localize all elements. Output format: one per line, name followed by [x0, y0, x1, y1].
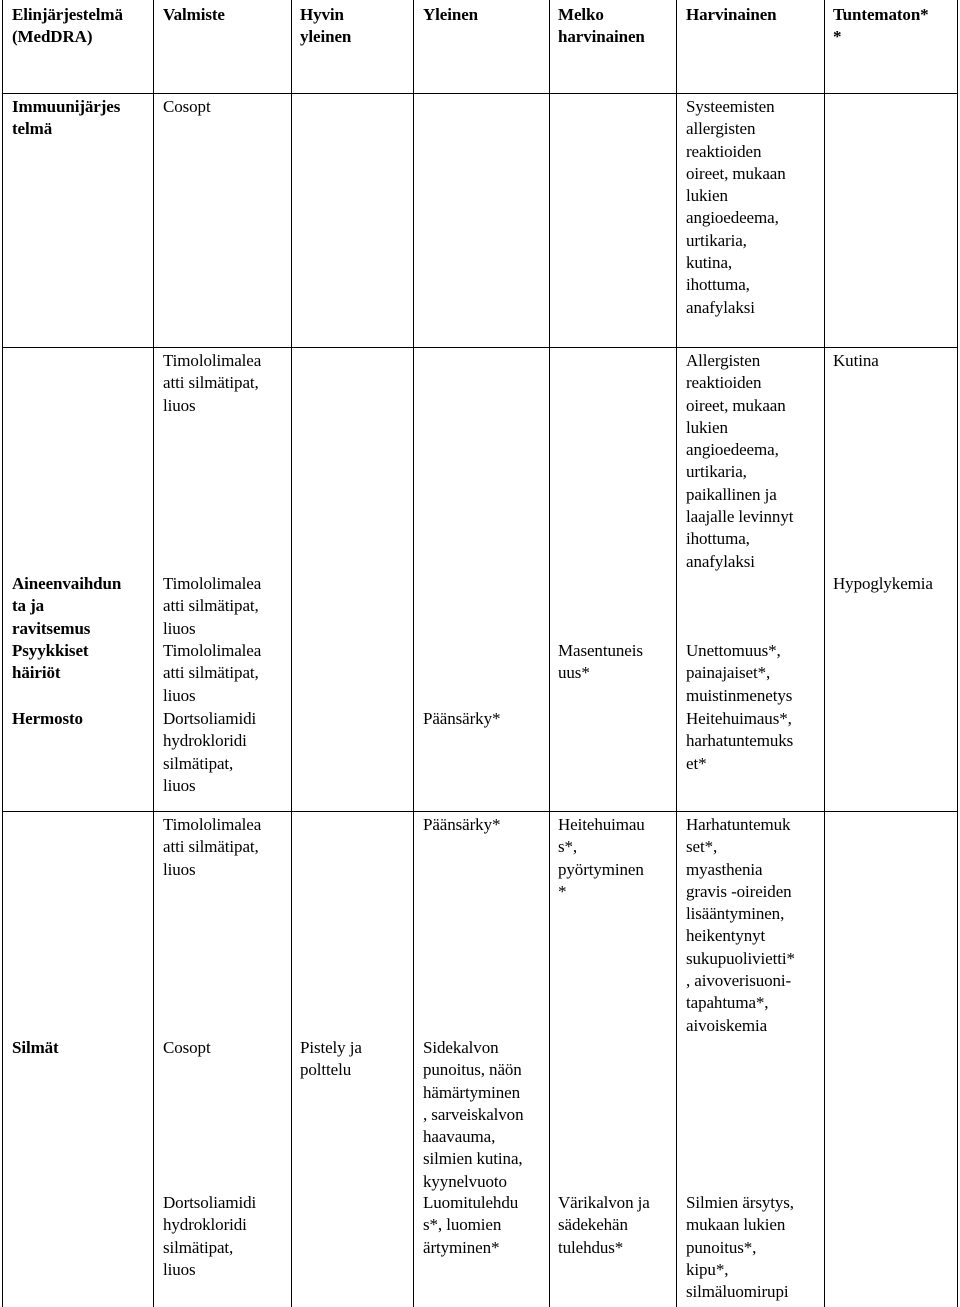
organ-class-metabolism: Aineenvaihdun ta ja ravitsemus: [12, 574, 122, 638]
common-cell: Päänsärky*: [423, 815, 501, 834]
product-cell: Dortsoliamidi hydrokloridi silmätipat, liuos: [163, 1193, 257, 1279]
header-very-common: Hyvin yleinen: [300, 5, 352, 47]
column-divider: [291, 0, 292, 1307]
product-cell: Cosopt: [163, 1038, 211, 1057]
header-unknown: Tuntematon* *: [833, 5, 929, 47]
uncommon-cell: Värikalvon ja sädekehän tulehdus*: [558, 1193, 650, 1257]
organ-class-eye: Silmät: [12, 1038, 59, 1057]
product-cell: Timololimalea atti silmätipat, liuos: [163, 815, 262, 879]
common-cell: Luomitulehdu s*, luomien ärtyminen*: [423, 1193, 519, 1257]
rare-cell: Allergisten reaktioiden oireet, mukaan lukien angioedeema, urtikaria, paikallinen ja laajalle levinnyt ihottuma, anafylaksi: [686, 351, 794, 571]
uncommon-cell: Masentuneis uus*: [558, 641, 643, 683]
product-cell: Timololimalea atti silmätipat, liuos: [163, 351, 262, 415]
header-uncommon: Melko harvinainen: [558, 5, 645, 47]
rare-cell: Silmien ärsytys, mukaan lukien punoitus*, kipu*, silmäluomirupi: [686, 1193, 794, 1302]
row-divider: [2, 93, 958, 94]
unknown-cell: Hypoglykemia: [833, 574, 933, 593]
header-common: Yleinen: [423, 5, 479, 24]
product-cell: Cosopt: [163, 97, 211, 116]
uncommon-cell: Heitehuimau s*, pyörtyminen *: [558, 815, 645, 901]
organ-class-nervous: Hermosto: [12, 709, 83, 728]
product-cell: Dortsoliamidi hydrokloridi silmätipat, liuos: [163, 709, 257, 795]
row-divider: [2, 347, 958, 348]
column-divider: [676, 0, 677, 1307]
rare-cell: Unettomuus*, painajaiset*, muistinmenetys: [686, 641, 793, 705]
table-border: [957, 0, 958, 1307]
column-divider: [824, 0, 825, 1307]
product-cell: Timololimalea atti silmätipat, liuos: [163, 641, 262, 705]
column-divider: [153, 0, 154, 1307]
unknown-cell: Kutina: [833, 351, 879, 370]
header-product: Valmiste: [163, 5, 225, 24]
product-cell: Timololimalea atti silmätipat, liuos: [163, 574, 262, 638]
very-common-cell: Pistely ja polttelu: [300, 1038, 362, 1080]
rare-cell: Heitehuimaus*, harhatuntemuks et*: [686, 709, 794, 773]
common-cell: Päänsärky*: [423, 709, 501, 728]
table-border: [2, 0, 3, 1307]
row-divider: [2, 811, 958, 812]
column-divider: [549, 0, 550, 1307]
organ-class-immune: Immuunijärjes telmä: [12, 97, 121, 139]
header-organ-class: Elinjärjestelmä (MedDRA): [12, 5, 123, 47]
organ-class-psychiatric: Psyykkiset häiriöt: [12, 641, 89, 683]
header-rare: Harvinainen: [686, 5, 777, 24]
common-cell: Sidekalvon punoitus, näön hämärtyminen , sarveiskalvon haavauma, silmien kutina, kyynelvuoto: [423, 1038, 524, 1191]
rare-cell: Systeemisten allergisten reaktioiden oireet, mukaan lukien angioedeema, urtikaria, kutina, ihottuma, anafylaksi: [686, 97, 786, 317]
rare-cell: Harhatuntemuk set*, myasthenia gravis -oireiden lisääntyminen, heikentynyt sukupuolivietti* , aivoverisuoni- tapahtuma*, aivoiskemia: [686, 815, 795, 1035]
column-divider: [413, 0, 414, 1307]
